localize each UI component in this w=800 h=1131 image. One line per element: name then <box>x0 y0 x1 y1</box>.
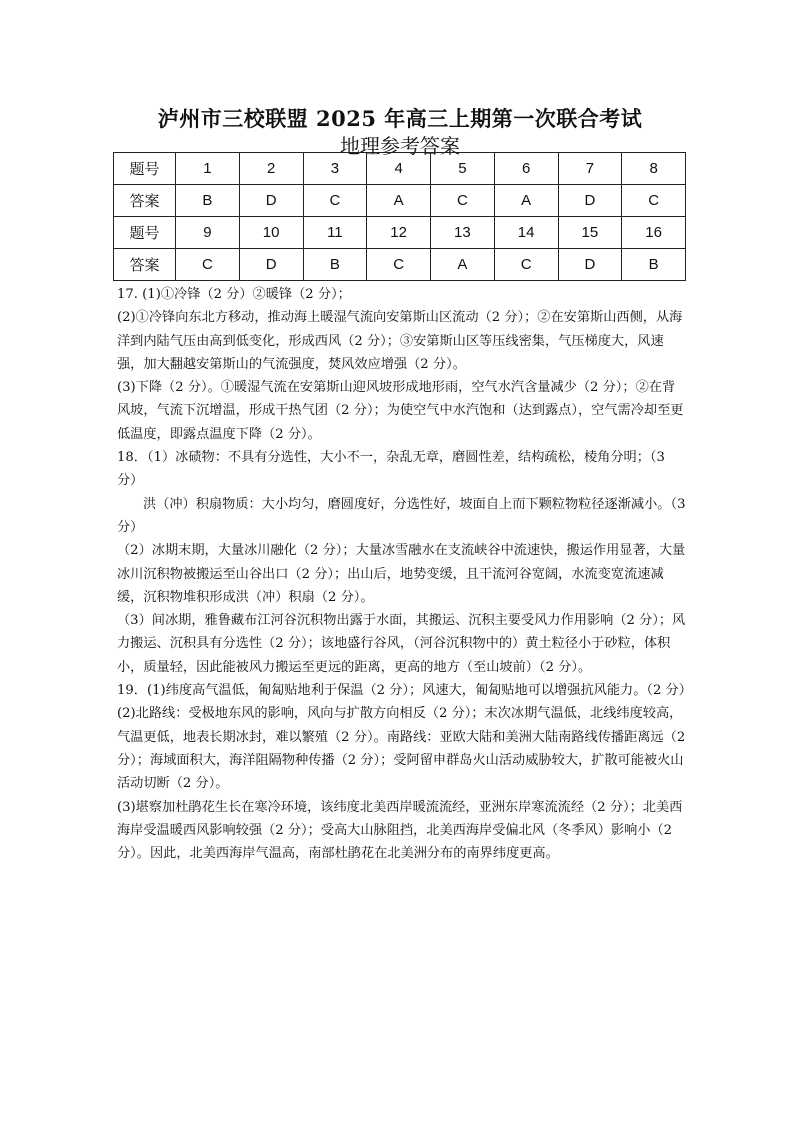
q19-part1: 19．(1)纬度高气温低，匍匐贴地利于保温（2 分）；风速大，匍匐贴地可以增强抗风能力。（2 分） <box>117 683 692 699</box>
table-cell: B <box>622 249 686 281</box>
q18-part1-alluvial: 洪（冲）积扇物质：大小均匀，磨圆度好，分选性好，坡面自上而下颗粒物粒径逐渐减小。（3 分） <box>117 496 686 535</box>
table-cell: 15 <box>558 217 622 249</box>
table-cell: A <box>367 185 431 217</box>
table-row <box>114 217 686 249</box>
answer-key-subtitle: 地理参考答案 <box>340 134 460 158</box>
table-cell: C <box>431 185 495 217</box>
table-cell: C <box>367 249 431 281</box>
table-row-label: 题号 <box>114 217 176 249</box>
table-row <box>114 249 686 281</box>
q19-part3: (3)堪察加杜鹃花生长在寒冷环境，该纬度北美西岸暖流流经，亚洲东岸寒流流经（2 分）；北美西海岸受温暖西风影响较强（2 分）；受高大山脉阻挡，北美西海岸受偏北风（冬季风）影响小（2 分）。因此，北美西海岸气温高，南部杜鹃花在北美洲分布的南界纬度更高。 <box>117 799 683 862</box>
table-cell: 16 <box>622 217 686 249</box>
q19-part2: (2)北路线：受极地东风的影响，风向与扩散方向相反（2 分）；末次冰期气温低，北线纬度较高，气温更低，地表长期冰封，难以繁殖（2 分）。南路线：亚欧大陆和美洲大陆南路线传播距离远（2 分）；海域面积大，海洋阻隔物种传播（2 分）；受阿留申群岛火山活动威胁较大，扩散可能被火山活动切断（2 分）。 <box>117 706 686 792</box>
q17-part2: (2)①冷锋向东北方移动，推动海上暖湿气流向安第斯山区流动（2 分）；②在安第斯山西侧，从海洋到内陆气压由高到低变化，形成西风（2 分）；③安第斯山区等压线密集，气压梯度大，风速强，加大翻越安第斯山的气流强度，焚风效应增强（2 分）。 <box>117 310 683 372</box>
q18-part1-glacial: 18．（1）冰碛物：不具有分选性，大小不一，杂乱无章，磨圆性差，结构疏松，棱角分明；（3 分） <box>117 450 665 489</box>
table-row <box>114 153 686 185</box>
table-cell: 2 <box>239 153 303 185</box>
table-cell: A <box>494 185 558 217</box>
table-cell: D <box>239 249 303 281</box>
table-cell: C <box>622 185 686 217</box>
table-cell: 8 <box>622 153 686 185</box>
table-cell: 4 <box>367 153 431 185</box>
table-cell: B <box>176 185 240 217</box>
table-row-label: 答案 <box>114 185 176 217</box>
table-cell: 7 <box>558 153 622 185</box>
table-row-label: 题号 <box>114 153 176 185</box>
table-cell: 10 <box>239 217 303 249</box>
table-cell: C <box>176 249 240 281</box>
q17-part3: (3)下降（2 分）。①暖湿气流在安第斯山迎风坡形成地形雨，空气水汽含量减少（2 分）；②在背风坡，气流下沉增温，形成干热气团（2 分）；为使空气中水汽饱和（达到露点），空气需冷却至更低温度，即露点温度下降（2 分）。 <box>117 380 684 442</box>
table-cell: D <box>239 185 303 217</box>
table-cell: 11 <box>303 217 367 249</box>
table-cell: 13 <box>431 217 495 249</box>
table-cell: C <box>303 185 367 217</box>
table-cell: 9 <box>176 217 240 249</box>
q17-part1: 17. (1)①冷锋（2 分）②暖锋（2 分）； <box>117 287 351 302</box>
table-row-label: 答案 <box>114 249 176 281</box>
table-cell: 5 <box>431 153 495 185</box>
table-cell: 6 <box>494 153 558 185</box>
answer-table-body <box>114 153 686 281</box>
q18-part2: （2）冰期末期，大量冰川融化（2 分）；大量冰雪融水在支流峡谷中流速快，搬运作用显著，大量冰川沉积物被搬运至山谷出口（2 分）；出山后，地势变缓，且干流河谷宽阔，水流变宽流速减缓，沉积物堆积形成洪（冲）积扇（2 分）。 <box>117 543 686 605</box>
table-cell: 12 <box>367 217 431 249</box>
q18-part3: （3）间冰期，雅鲁藏布江河谷沉积物出露于水面，其搬运、沉积主要受风力作用影响（2 分）；风力搬运、沉积具有分选性（2 分）；该地盛行谷风，（河谷沉积物中的）黄土粒径小于砂粒，体积小，质量轻，因此能被风力搬运至更远的距离，更高的地方（至山坡前）（2 分）。 <box>117 613 686 675</box>
table-cell: D <box>558 249 622 281</box>
exam-title: 泸州市三校联盟 2025 年高三上期第一次联合考试 <box>157 106 643 131</box>
table-cell: B <box>303 249 367 281</box>
answer-table <box>113 152 686 281</box>
table-cell: C <box>494 249 558 281</box>
table-cell: 14 <box>494 217 558 249</box>
table-cell: 3 <box>303 153 367 185</box>
table-cell: A <box>431 249 495 281</box>
table-cell: 1 <box>176 153 240 185</box>
table-row <box>114 185 686 217</box>
answer-explanations <box>117 283 692 865</box>
table-cell: D <box>558 185 622 217</box>
